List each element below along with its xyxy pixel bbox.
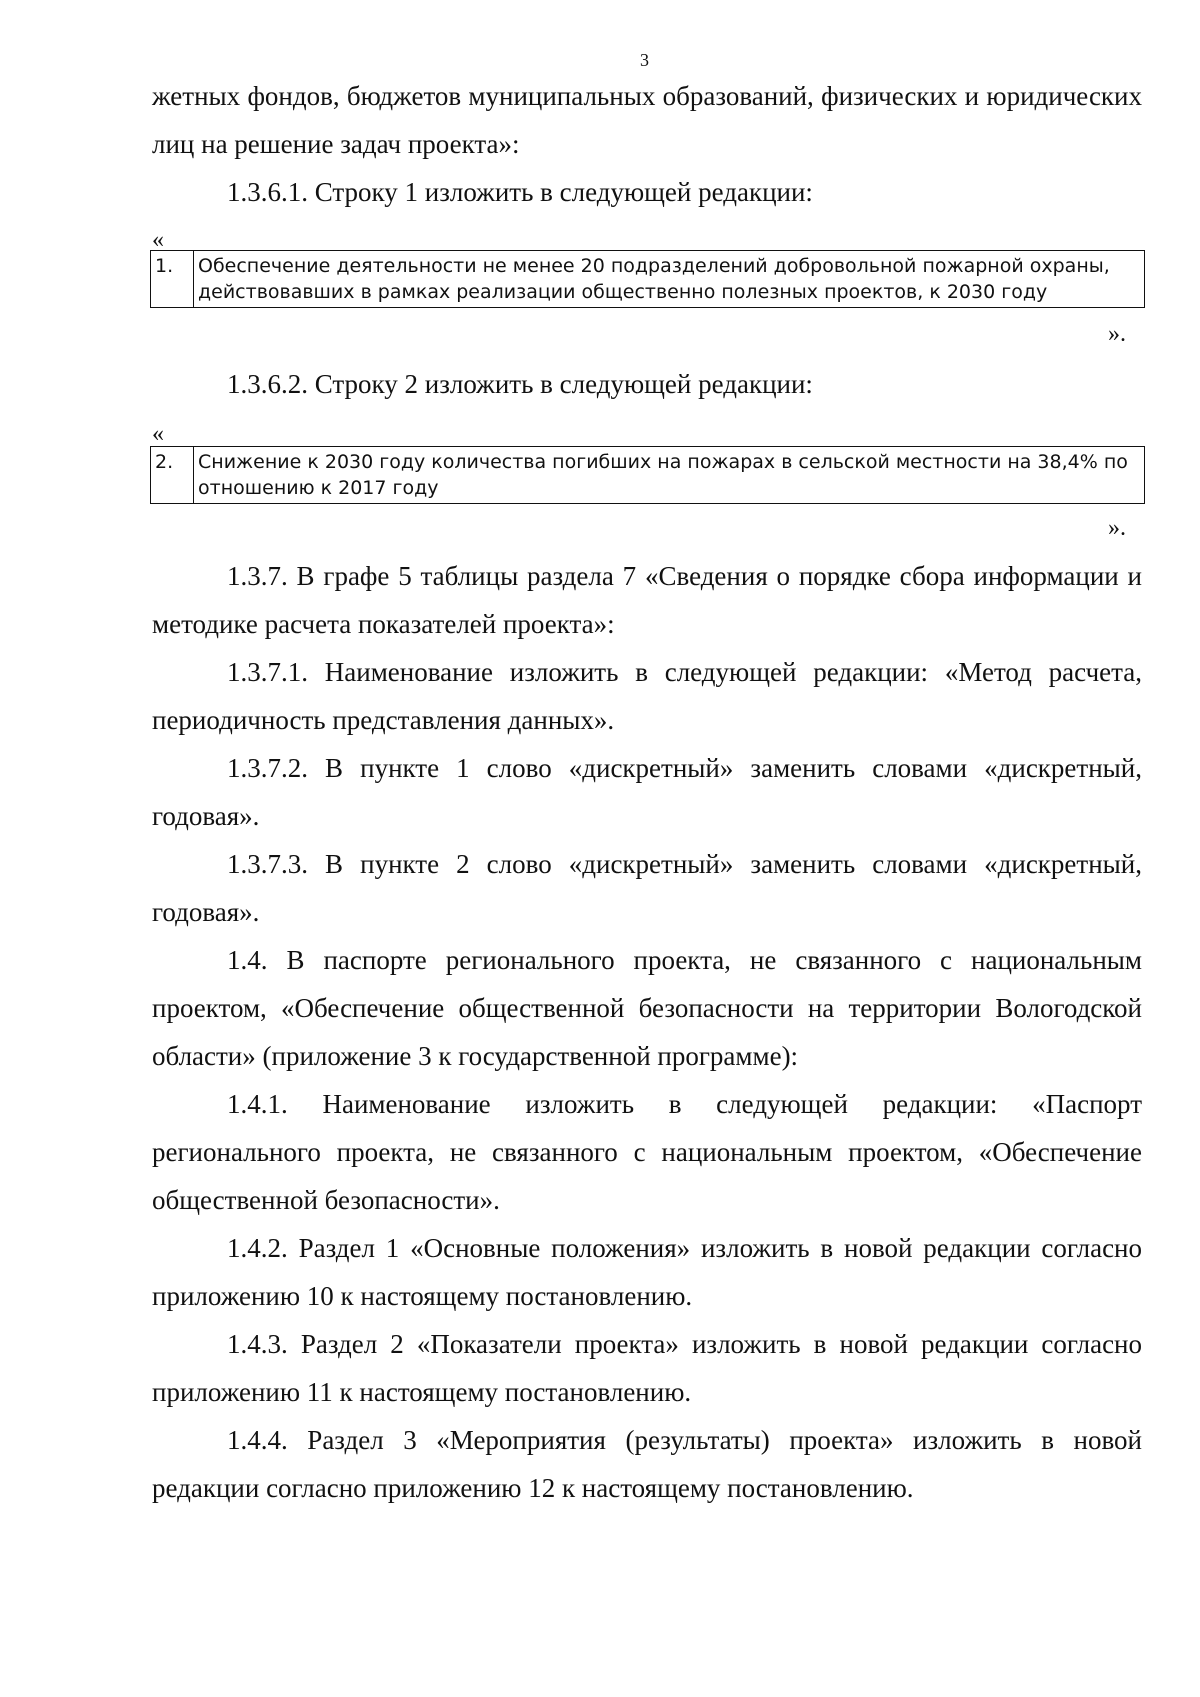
item-1-3-6-1 <box>152 168 1142 216</box>
paragraph-1-4-2: 1.4.2. Раздел 1 «Основные положения» изложить в новой редакции согласно приложению 10 к настоящему постановлению. <box>152 1233 1142 1311</box>
opening-quote-1: « <box>152 227 164 253</box>
row-text-cell: Снижение к 2030 году количества погибших на пожарах в сельской местности на 38,4% по отношению к 2017 году <box>194 447 1145 504</box>
paragraph-1-3-7: 1.3.7. В графе 5 таблицы раздела 7 «Сведения о порядке сбора информации и методике расчета показателей проекта»: <box>152 561 1142 639</box>
paragraph-intro: жетных фондов, бюджетов муниципальных образований, физических и юридических лиц на решение задач проекта»: <box>152 81 1142 159</box>
table-row <box>151 447 1145 504</box>
item-1-3-7 <box>152 552 1142 1512</box>
paragraph-1-4-1: 1.4.1. Наименование изложить в следующей редакции: «Паспорт регионального проекта, не связанного с национальным проектом, «Обеспечение общественной безопасности». <box>152 1089 1142 1215</box>
paragraph-1-4-4: 1.4.4. Раздел 3 «Мероприятия (результаты) проекта» изложить в новой редакции согласно приложению 12 к настоящему постановлению. <box>152 1425 1142 1503</box>
row-number-cell: 2. <box>151 447 194 504</box>
table-row <box>151 251 1145 308</box>
paragraph-1-3-7-2: 1.3.7.2. В пункте 1 слово «дискретный» заменить словами «дискретный, годовая». <box>152 753 1142 831</box>
item-1-3-6-2 <box>152 360 1142 408</box>
paragraph-1-3-7-1: 1.3.7.1. Наименование изложить в следующей редакции: «Метод расчета, периодичность представления данных». <box>152 657 1142 735</box>
opening-quote-2: « <box>152 421 164 447</box>
row-number-cell: 1. <box>151 251 194 308</box>
paragraph-1-3-7-3: 1.3.7.3. В пункте 2 слово «дискретный» заменить словами «дискретный, годовая». <box>152 849 1142 927</box>
paragraph-1-3-6-2: 1.3.6.2. Строку 2 изложить в следующей редакции: <box>227 369 813 399</box>
page-number: 3 <box>640 50 649 70</box>
intro-paragraph <box>152 72 1142 168</box>
closing-quote-2: ». <box>1108 515 1126 541</box>
replacement-table-row-1 <box>150 250 1145 308</box>
paragraph-1-4-3: 1.4.3. Раздел 2 «Показатели проекта» изложить в новой редакции согласно приложению 11 к настоящему постановлению. <box>152 1329 1142 1407</box>
closing-quote-1: ». <box>1108 321 1126 347</box>
row-text-cell: Обеспечение деятельности не менее 20 подразделений добровольной пожарной охраны, действовавших в рамках реализации общественно полезных проектов, к 2030 году <box>194 251 1145 308</box>
paragraph-1-3-6-1: 1.3.6.1. Строку 1 изложить в следующей редакции: <box>227 177 813 207</box>
replacement-table-row-2 <box>150 446 1145 504</box>
paragraph-1-4: 1.4. В паспорте регионального проекта, не связанного с национальным проектом, «Обеспечение общественной безопасности на территории Вологодской области» (приложение 3 к государственной программе): <box>152 945 1142 1071</box>
